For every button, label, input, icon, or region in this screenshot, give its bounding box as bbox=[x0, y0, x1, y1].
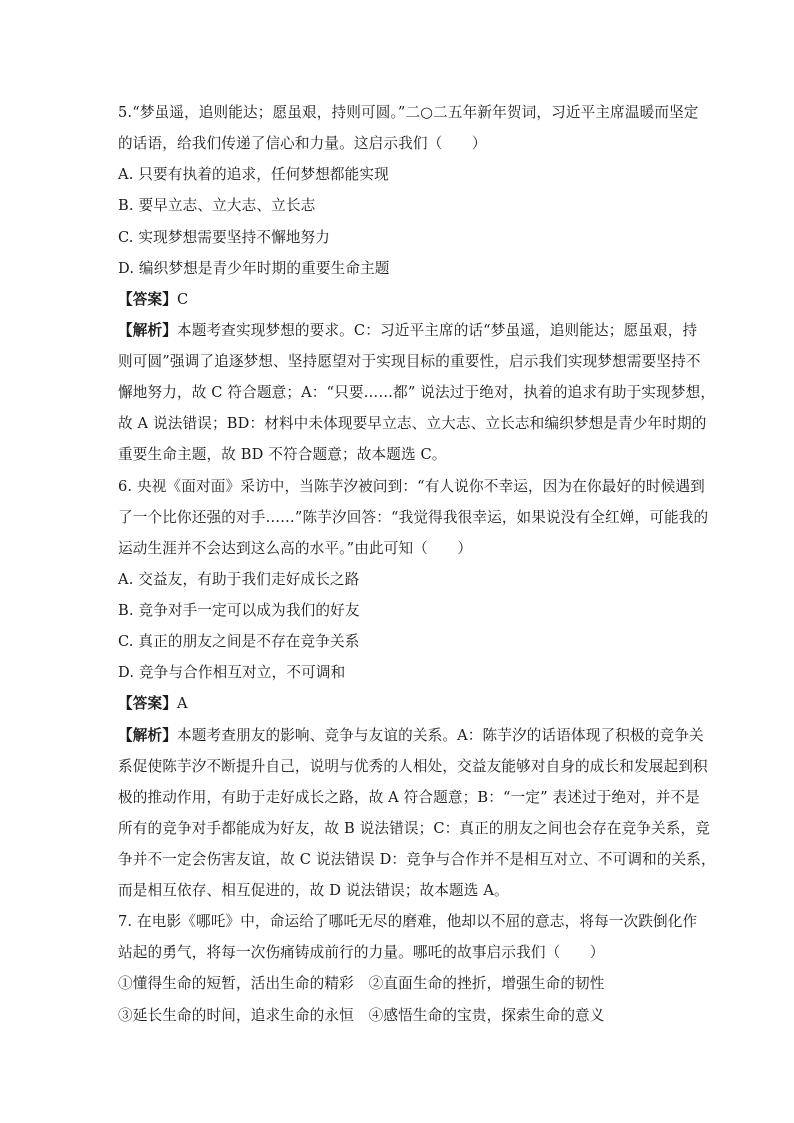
q5-analysis-tag: 【解析】 bbox=[118, 322, 177, 339]
q6-analysis-tag: 【解析】 bbox=[118, 727, 177, 744]
q6-option-d: D. 竞争与合作相互对立，不可调和 bbox=[118, 664, 346, 681]
q6-analysis-text-1: 本题考查朋友的影响、竞争与友谊的关系。A：陈芋汐的话语体现了积极的竞争关 bbox=[176, 727, 704, 744]
q5-answer-value: C bbox=[176, 291, 189, 308]
q5-answer-tag: 【答案】 bbox=[118, 291, 177, 308]
q5-analysis-text-1: 本题考查实现梦想的要求。C：习近平主席的话“梦虽遥，追则能达；愿虽艰，持 bbox=[176, 322, 698, 339]
q5-option-c: C. 实现梦想需要坚持不懈地努力 bbox=[118, 229, 331, 246]
q5-option-b: B. 要早立志、立大志、立长志 bbox=[118, 197, 316, 214]
q7-choices-line-2: ③延长生命的时间，追求生命的永恒 ④感悟生命的宝贵，探索生命的意义 bbox=[118, 1007, 605, 1024]
q5-option-d: D. 编织梦想是青少年时期的重要生命主题 bbox=[118, 260, 390, 277]
q6-option-b: B. 竞争对手一定可以成为我们的好友 bbox=[118, 602, 360, 619]
q6-option-c: C. 真正的朋友之间是不存在竞争关系 bbox=[118, 633, 360, 650]
q6-analysis-line-4: 所有的竞争对手都能成为好友，故 B 说法错误；C：真正的朋友之间也会存在竞争关系，竞 bbox=[118, 820, 711, 837]
q6-answer-value: A bbox=[176, 695, 188, 712]
q5-answer bbox=[118, 290, 678, 310]
q5-analysis-line-1 bbox=[118, 321, 698, 341]
q6-analysis-line-5: 争并不一定会伤害友谊，故 C 说法错误 D：竞争与合作并不是相互对立、不可调和的关系， bbox=[118, 851, 716, 868]
q5-stem-line-2: 的话语，给我们传递了信心和力量。这启示我们（ ） bbox=[118, 135, 487, 152]
q6-analysis-line-2: 系促使陈芋汐不断提升自己，说明与优秀的人相处，交益友能够对自身的成长和发展起到积 bbox=[118, 758, 708, 775]
q7-choices-line-1: ①懂得生命的短暂，活出生命的精彩 ②直面生命的挫折，增强生命的韧性 bbox=[118, 975, 605, 992]
q6-answer-tag: 【答案】 bbox=[118, 695, 177, 712]
q7-stem-line-2: 站起的勇气，将每一次伤痛铸成前行的力量。哪吒的故事启示我们（ ） bbox=[118, 944, 605, 961]
q6-stem-line-2: 了一个比你还强的对手……”陈芋汐回答：“我觉得我很幸运，如果说没有全红婵，可能我的 bbox=[118, 509, 709, 526]
q6-analysis-line-6: 而是相互依存、相互促进的，故 D 说法错误；故本题选 A。 bbox=[118, 882, 509, 899]
q5-analysis-line-2: 则可圆”强调了追逐梦想、坚持愿望对于实现目标的重要性，启示我们实现梦想需要坚持不 bbox=[118, 353, 701, 370]
q5-analysis-line-4: 故 A 说法错误；BD：材料中未体现要早立志、立大志、立长志和编织梦想是青少年时期的 bbox=[118, 415, 707, 432]
q6-stem-line-1: 6. 央视《面对面》采访中，当陈芋汐被问到：“有人说你不幸运，因为在你最好的时候遇到 bbox=[118, 478, 705, 495]
q5-analysis-line-3: 懈地努力，故 C 符合题意；A：“只要……都” 说法过于绝对，执着的追求有助于实现梦想， bbox=[118, 384, 716, 401]
q6-analysis-line-3: 极的推动作用，有助于走好成长之路，故 A 符合题意；B：“一定” 表述过于绝对，并不是 bbox=[118, 789, 700, 806]
q6-stem-line-3: 运动生涯并不会达到这么高的水平。”由此可知（ ） bbox=[118, 540, 473, 557]
q6-option-a: A. 交益友，有助于我们走好成长之路 bbox=[118, 571, 360, 588]
q5-option-a: A. 只要有执着的追求，任何梦想都能实现 bbox=[118, 166, 389, 183]
q6-analysis-line-1 bbox=[118, 726, 704, 746]
q7-stem-line-1: 7. 在电影《哪吒》中，命运给了哪吒无尽的磨难，他却以不屈的意志，将每一次跌倒化作 bbox=[118, 913, 698, 930]
q6-answer bbox=[118, 694, 678, 714]
q5-stem-line-1: 5.“梦虽遥，追则能达；愿虽艰，持则可圆。”二○二五年新年贺词，习近平主席温暖而坚定 bbox=[118, 104, 699, 121]
q5-analysis-line-5: 重要生命主题，故 BD 不符合题意；故本题选 C。 bbox=[118, 446, 447, 463]
